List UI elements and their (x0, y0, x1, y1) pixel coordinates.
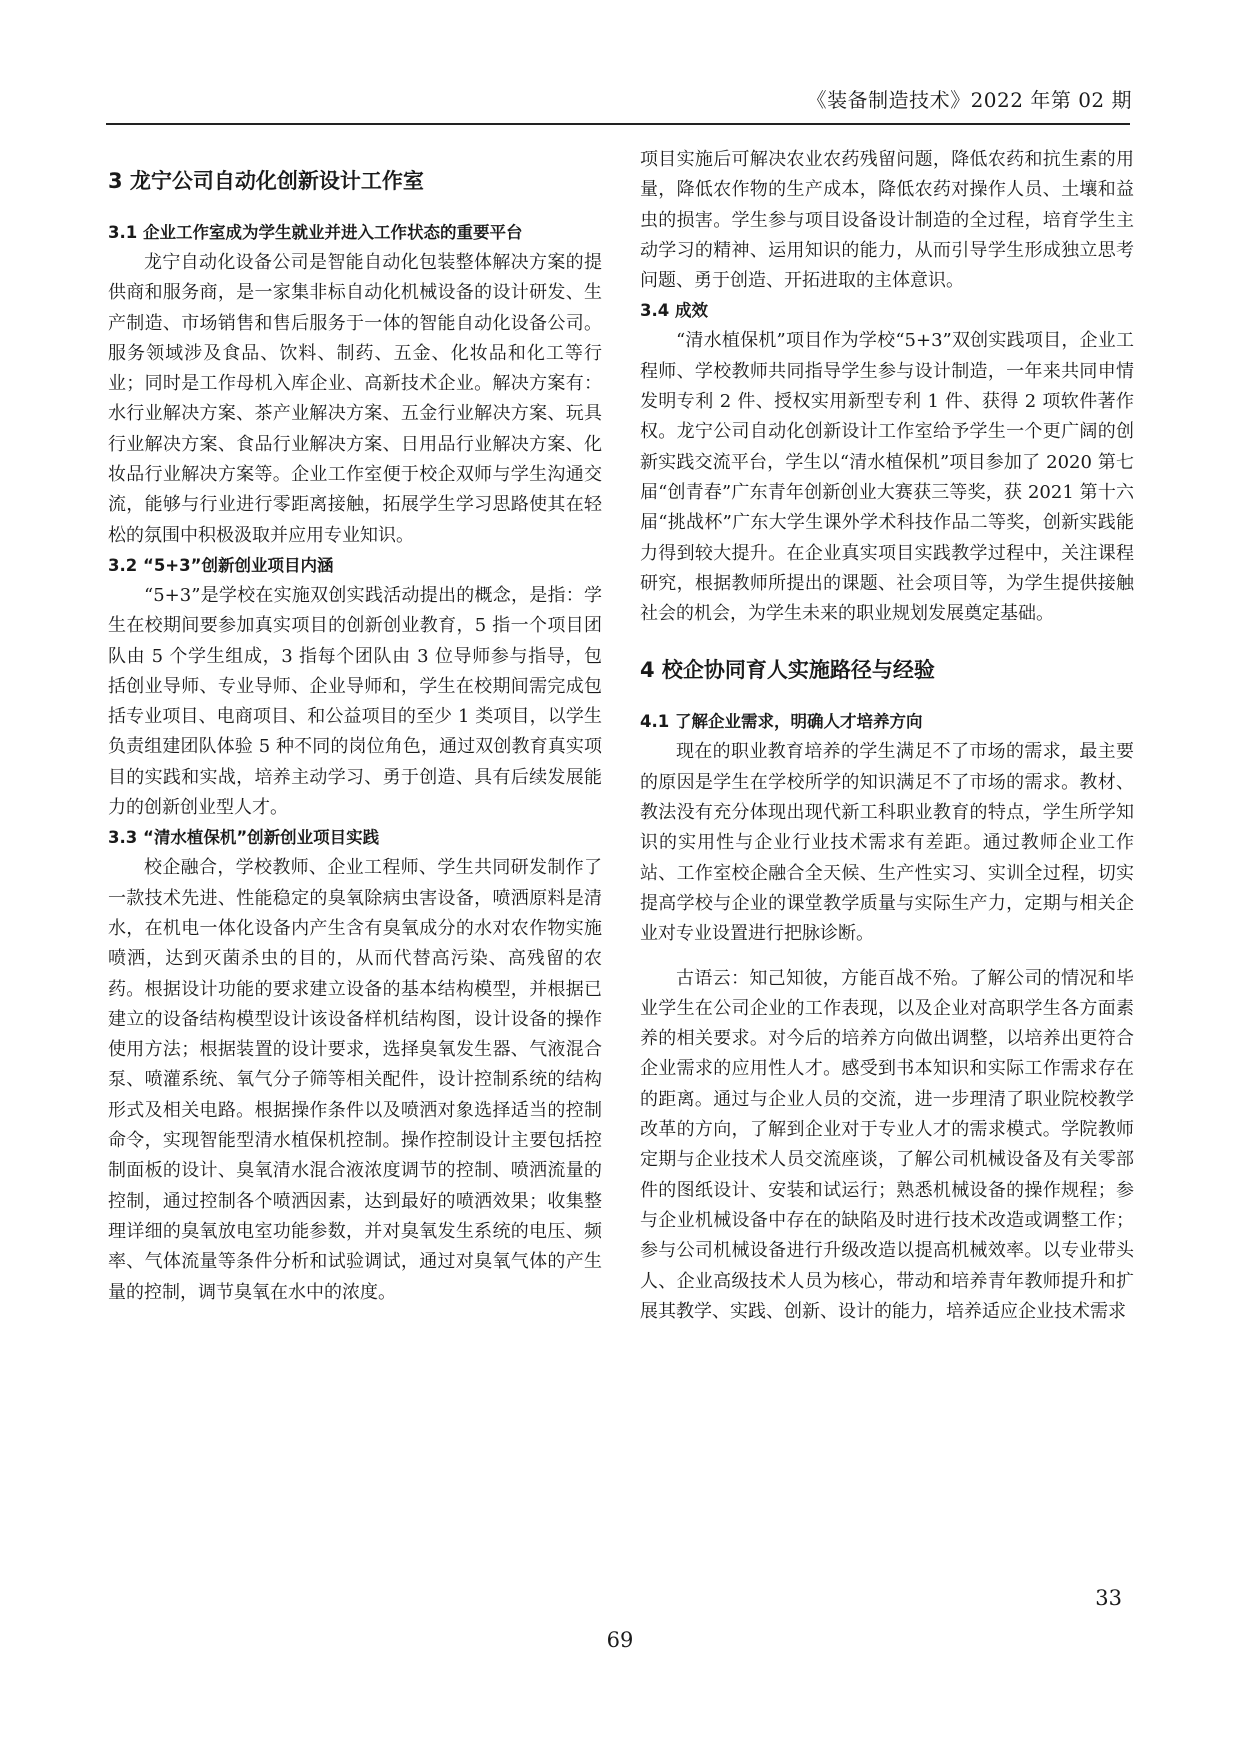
section-3-title: 3 龙宁公司自动化创新设计工作室 (108, 169, 424, 193)
journal-page-number: 33 (1095, 1586, 1122, 1610)
section-3-1-title: 3.1 企业工作室成为学生就业并进入工作状态的重要平台 (108, 223, 523, 242)
section-3-4-title: 3.4 成效 (640, 301, 708, 321)
section-3-1-paragraph: 龙宁自动化设备公司是智能自动化包装整体解决方案的提供商和服务商，是一家集非标自动化机械设备的设计研发、生产制造、市场销售和售后服务于一体的智能自动化设备公司。服务领域涉及食品、饮料、制药、五金、化妆品和化工等行业；同时是工作母机入库企业、高新技术企业。解决方案有：水行业解决方案、茶产业解决方案、五金行业解决方案、玩具行业解决方案、食品行业解决方案、日用品行业解决方案、化妆品行业解决方案等。企业工作室便于校企双师与学生沟通交流，能够与行业进行零距离接触，拓展学生学习思路使其在轻松的氛围中积极汲取并应用专业知识。 (108, 252, 602, 546)
left-column (108, 166, 602, 1308)
section-3-3-title: 3.3 “清水植保机”创新创业项目实践 (108, 828, 380, 848)
section-3-3-paragraph-continued: 项目实施后可解决农业农药残留问题，降低农药和抗生素的用量，降低农作物的生产成本，降低农药对操作人员、土壤和益虫的损害。学生参与项目设备设计制造的全过程，培育学生主动学习的精神、运用知识的能力，从而引导学生形成独立思考问题、勇于创造、开拓进取的主体意识。 (640, 149, 1134, 292)
section-3-2-paragraph: “5+3”是学校在实施双创实践活动提出的概念，是指：学生在校期间要参加真实项目的创新创业教育，5 指一个项目团队由 5 个学生组成，3 指每个团队由 3 位导师参与指导，包括创业导师、专业导师、企业导师和，学生在校期间需完成包括专业项目、电商项目、和公益项目的至少 1 类项目，以学生负责组建团队体验 5 种不同的岗位角色，通过双创教育真实项目的实践和实战，培养主动学习、勇于创造、具有后续发展能力的创新创业型人才。 (108, 584, 602, 819)
journal-header: 《装备制造技术》2022 年第 02 期 (806, 88, 1132, 112)
overall-page-number: 69 (606, 1628, 634, 1652)
section-3-2-title: 3.2 “5+3”创新创业项目内涵 (108, 555, 334, 575)
section-spacer (640, 629, 1134, 655)
right-column (640, 145, 1134, 1327)
section-3-3-paragraph: 校企融合，学校教师、企业工程师、学生共同研发制作了一款技术先进、性能稳定的臭氧除病虫害设备，喷洒原料是清水，在机电一体化设备内产生含有臭氧成分的水对农作物实施喷洒，达到灭菌杀虫的目的，从而代替高污染、高残留的农药。根据设计功能的要求建立设备的基本结构模型，并根据已建立的设备结构模型设计该设备样机结构图，设计设备的操作使用方法；根据装置的设计要求，选择臭氧发生器、气液混合泵、喷灌系统、氧气分子筛等相关配件，设计控制系统的结构形式及相关电路。根据操作条件以及喷洒对象选择适当的控制命令，实现智能型清水植保机控制。操作控制设计主要包括控制面板的设计、臭氧清水混合液浓度调节的控制、喷洒流量的控制，通过控制各个喷洒因素，达到最好的喷洒效果；收集整理详细的臭氧放电室功能参数，并对臭氧发生系统的电压、频率、气体流量等条件分析和试验调试，通过对臭氧气体的产生量的控制，调节臭氧在水中的浓度。 (108, 857, 602, 1303)
section-4-1-title: 4.1 了解企业需求，明确人才培养方向 (640, 712, 923, 732)
section-4-1-paragraph-1: 现在的职业教育培养的学生满足不了市场的需求，最主要的原因是学生在学校所学的知识满足不了市场的需求。教材、教法没有充分体现出现代新工科职业教育的特点，学生所学知识的实用性与企业行业技术需求有差距。通过教师企业工作站、工作室校企融合全天候、生产性实习、实训全过程，切实提高学校与企业的课堂教学质量与实际生产力，定期与相关企业对专业设置进行把脉诊断。 (640, 741, 1134, 945)
section-4-1-paragraph-2: 古语云：知己知彼，方能百战不殆。了解公司的情况和毕业学生在公司企业的工作表现，以及企业对高职学生各方面素养的相关要求。对今后的培养方向做出调整，以培养出更符合企业需求的应用性人才。感受到书本知识和实际工作需求存在的距离。通过与企业人员的交流，进一步理清了职业院校教学改革的方向，了解到企业对于专业人才的需求模式。学院教师定期与企业技术人员交流座谈，了解公司机械设备及有关零部件的图纸设计、安装和试运行；熟悉机械设备的操作规程；参与企业机械设备中存在的缺陷及时进行技术改造或调整工作；参与公司机械设备进行升级改造以提高机械效率。以专业带头人、企业高级技术人员为核心，带动和培养青年教师提升和扩展其教学、实践、创新、设计的能力，培养适应企业技术需求 (640, 967, 1134, 1322)
header-divider (106, 123, 1130, 125)
section-4-title: 4 校企协同育人实施路径与经验 (640, 658, 935, 683)
section-3-4-paragraph: “清水植保机”项目作为学校“5+3”双创实践项目，企业工程师、学校教师共同指导学生参与设计制造，一年来共同申情发明专利 2 件、授权实用新型专利 1 件、获得 2 项软件著作权。龙宁公司自动化创新设计工作室给予学生一个更广阔的创新实践交流平台，学生以“清水植保机”项目参加了 2020 第七届“创青春”广东青年创新创业大赛获三等奖，获 2021 第十六届“挑战杯”广东大学生课外学术科技作品二等奖，创新实践能力得到较大提升。在企业真实项目实践教学过程中，关注课程研究，根据教师所提出的课题、社会项目等，为学生提供接触社会的机会，为学生未来的职业规划发展奠定基础。 (640, 330, 1134, 625)
paragraph-spacer (640, 950, 1134, 964)
